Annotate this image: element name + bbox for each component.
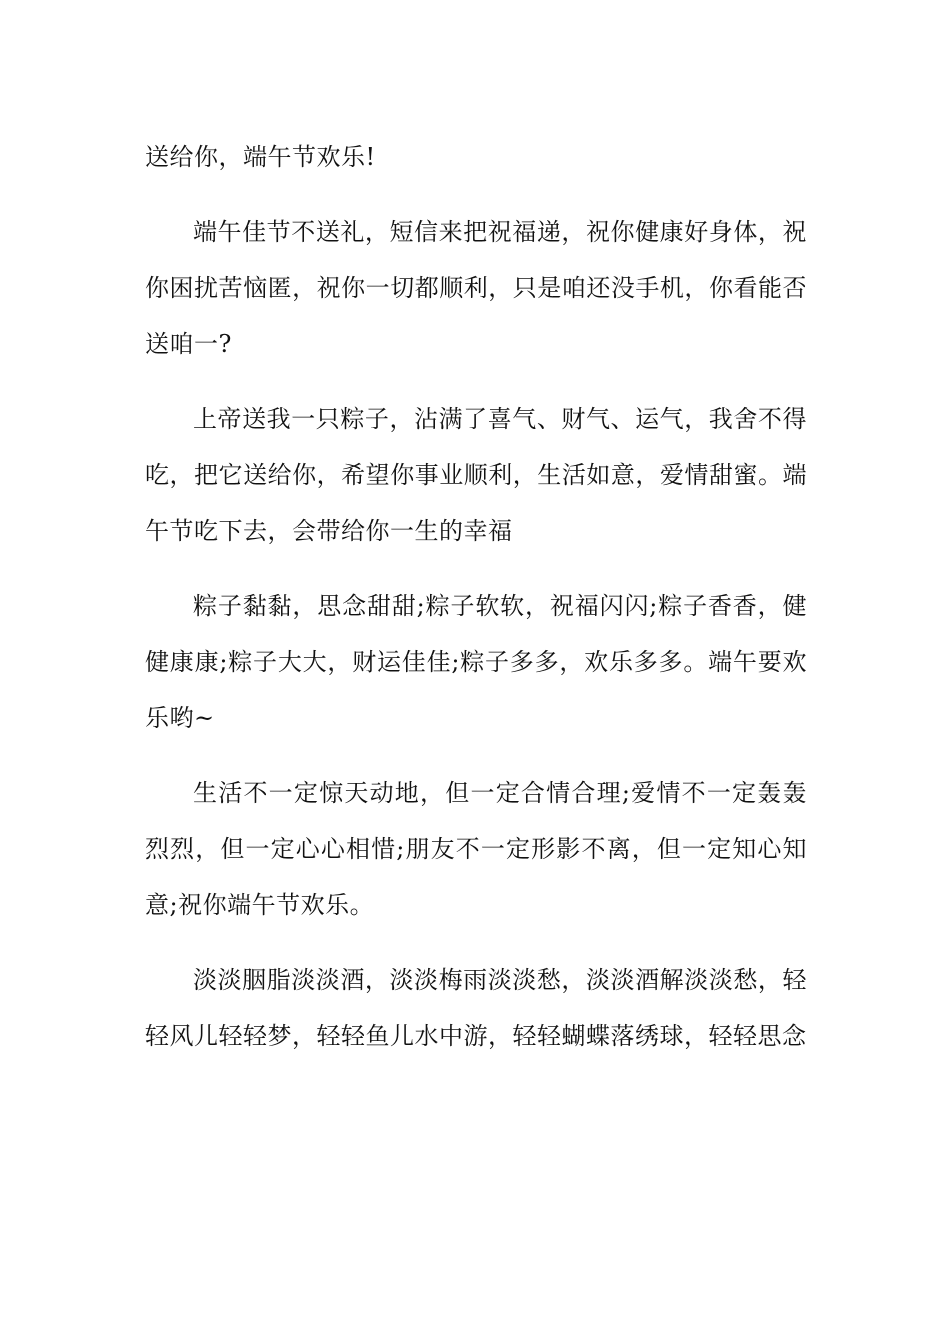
paragraph-continuation: 送给你，端午节欢乐!	[145, 143, 376, 171]
paragraph-zongzi-wishes: 粽子黏黏，思念甜甜;粽子软软，祝福闪闪;粽子香香，健健康康;粽子大大，财运佳佳;粽子多多，欢乐多多。端午要欢乐哟~	[145, 592, 807, 732]
paragraph-light-and-gentle: 淡淡胭脂淡淡酒，淡淡梅雨淡淡愁，淡淡酒解淡淡愁，轻轻风儿轻轻梦，轻轻鱼儿水中游，轻轻蝴蝶落绣球，轻轻思念	[145, 966, 807, 1050]
paragraph-life-love-friends: 生活不一定惊天动地，但一定合情合理;爱情不一定轰轰烈烈，但一定心心相惜;朋友不一定形影不离，但一定知心知意;祝你端午节欢乐。	[145, 779, 807, 919]
paragraph-greeting-sms: 端午佳节不送礼，短信来把祝福递，祝你健康好身体，祝你困扰苦恼匿，祝你一切都顺利，只是咱还没手机，你看能否送咱一?	[145, 218, 807, 358]
document-body	[145, 129, 807, 1064]
paragraph-zongzi-gift: 上帝送我一只粽子，沾满了喜气、财气、运气，我舍不得吃，把它送给你，希望你事业顺利，生活如意，爱情甜蜜。端午节吃下去，会带给你一生的幸福	[145, 405, 807, 545]
